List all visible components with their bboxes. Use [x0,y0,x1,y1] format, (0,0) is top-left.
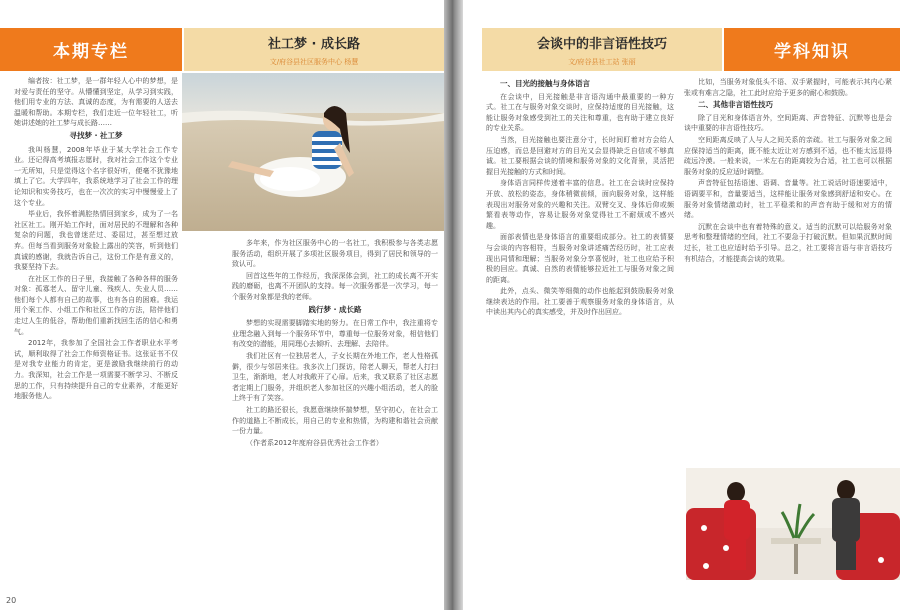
article-byline: 文/府谷县社工站 张丽 [568,58,636,66]
left-page [0,0,444,610]
article-title-box [184,28,444,71]
article-title: 社工梦 · 成长路 [268,37,360,52]
paragraph: 我们社区有一位独居老人，子女长期在外地工作，老人性格孤僻，很少与邻居来往。我多次上门探访，陪老人聊天，帮老人打扫卫生，渐渐地，老人对我敞开了心扉。后来，我又联系了社区志愿者定期上门服务，并组织老人参加社区的兴趣小组活动，老人的脸上终于有了笑容。 [232,351,438,403]
paragraph: 回首这些年的工作经历，我深深体会到，社工的成长离不开实践的磨砺，也离不开团队的支持。每一次服务都是一次学习，每一个服务对象都是我的老师。 [232,271,438,301]
paragraph: 多年来，作为社区服务中心的一名社工，我积极参与各类志愿服务活动，组织开展了多项社区服务项目，得到了居民和领导的一致认可。 [232,239,438,269]
paragraph: 身体语言同样传递着丰富的信息。社工在会谈时应保持开放、放松的姿态，身体稍微前倾，面向服务对象，这样能表现出对服务对象的兴趣和关注。双臂交叉、身体后仰或频繁看表等动作，容易让服务对象觉得社工不耐烦或不感兴趣。 [486,179,674,230]
column-badge-label: 学科知识 [774,42,850,62]
paragraph: 面部表情也是身体语言的重要组成部分。社工的表情要与会谈的内容相符，当服务对象讲述痛苦经历时，社工应表现出同情和理解；当服务对象分享喜悦时，社工也应给予积极的回应。真诚、自然的表情能够拉近社工与服务对象之间的距离。 [486,233,674,284]
section-heading: 二、其他非言语性技巧 [698,100,773,110]
paragraph: 声音特征包括语速、语调、音量等。社工说话时语速要适中，语调要平和，音量要适当，这样能让服务对象感到舒适和安心。在服务对象情绪激动时，社工平稳柔和的声音有助于缓和对方的情绪。 [684,179,892,220]
paragraph: 我叫杨慧，2008年毕业于某大学社会工作专业。还记得高考填报志愿时，我对社会工作这个专业一无所知，只是觉得这个名字很好听，便毫不犹豫地填上了它。大学四年，我系统地学习了社会工作的理论知识和实务技巧，也在一次次的实习中慢慢爱上了这个专业。 [14,145,178,207]
section-heading: 践行梦 · 成长路 [308,304,362,314]
beach-photo [182,73,444,231]
article-title-box [482,28,722,71]
section-heading: 寻找梦 · 社工梦 [69,130,123,140]
intro-paragraph: 编者按：社工梦，是一群年轻人心中的梦想，是对爱与责任的坚守。从懵懂到坚定，从学习到实践，他们用专业的方法、真诚的态度，为有需要的人送去温暖和帮助。本期专栏，我们走近一位年轻社工，听她讲述她的社工梦与成长路…… [14,77,178,128]
column-badge-label: 本期专栏 [53,42,129,62]
section-heading: 一、目光的接触与身体语言 [500,79,590,88]
paragraph: 梦想的实现需要脚踏实地的努力。在日常工作中，我注重将专业理念融入到每一个服务环节中，尊重每一位服务对象，相信他们有改变的潜能，用同理心去倾听、去理解、去陪伴。 [232,319,438,349]
column-badge [724,28,900,71]
paragraph: 当然，目光接触也要注意分寸，长时间盯着对方会给人压迫感，而总是回避对方的目光又会显得缺乏自信或不够真诚。社工要根据会谈的情境和服务对象的文化背景，灵活把握目光接触的方式和时间。 [486,135,674,176]
paragraph: 比如，当服务对象低头不语、双手紧握时，可能表示其内心紧张或有难言之隐，社工此时应给予更多的耐心和鼓励。 [684,78,892,97]
spine-gutter [444,0,463,610]
right-page [463,0,900,610]
paragraph: 在社区工作的日子里，我接触了各种各样的服务对象：孤寡老人、留守儿童、残疾人、失业人员……他们每个人都有自己的故事，也有各自的困难。我运用个案工作、小组工作和社区工作的方法，陪伴他们走过人生的低谷，帮助他们重新找回生活的信心和勇气。 [14,274,178,336]
paragraph: 在会谈中，目光接触是非言语沟通中最重要的一种方式。社工在与服务对象交谈时，应保持适度的目光接触，这能让服务对象感受到社工的关注和尊重，也有助于建立良好的专业关系。 [486,92,674,133]
right-column-2 [684,77,892,465]
right-column-1 [486,77,674,595]
paragraph: 此外，点头、微笑等细微的动作也能起到鼓励服务对象继续表达的作用。社工要善于观察服务对象的身体语言，从中读出其内心的真实感受，并及时作出回应。 [486,287,674,317]
paragraph: 除了目光和身体语言外，空间距离、声音特征、沉默等也是会谈中重要的非言语性技巧。 [684,113,892,133]
paragraph: 空间距离反映了人与人之间关系的亲疏。社工与服务对象之间应保持适当的距离，既不能太近让对方感到不适，也不能太远显得疏远冷漠。一般来说，一米左右的距离较为合适，社工也可以根据服务对象的反应适时调整。 [684,135,892,176]
left-column-2 [232,238,438,594]
article-byline: 文/府谷县社区服务中心 杨慧 [269,58,359,66]
paragraph: 社工的路还很长，我愿意继续怀揣梦想，坚守初心，在社会工作的道路上不断成长，用自己的专业和热情，为构建和谐社会贡献一份力量。 [232,405,438,436]
paragraph: 毕业后，我怀着满腔热情回到家乡，成为了一名社区社工。刚开始工作时，面对居民的不理解和各种复杂的问题，我也曾迷茫过、委屈过，甚至想过放弃。但每当看到服务对象脸上露出的笑容，听到他们真诚的感谢，我就告诉自己，这份工作是有意义的，我要坚持下去。 [14,210,178,272]
paragraph: （作者系2012年度府谷县优秀社会工作者） [246,438,383,447]
column-badge [0,28,182,71]
article-title: 会谈中的非言语性技巧 [536,37,667,52]
left-column-1 [14,76,178,594]
page-number: 20 [6,596,17,605]
counseling-photo [686,468,900,580]
paragraph: 沉默在会谈中也有着特殊的意义。适当的沉默可以给服务对象思考和整理情绪的空间，社工不要急于打破沉默。但如果沉默时间过长，社工也应适时给予引导。总之，社工要将言语与非言语技巧有机结合，才能提高会谈的效果。 [684,222,892,263]
paragraph: 2012年，我参加了全国社会工作者职业水平考试，顺利取得了社会工作师资格证书。这张证书不仅是对我专业能力的肯定，更是激励我继续前行的动力。我深知，社会工作是一项需要不断学习、不断反思的工作，只有持续提升自己的专业素养，才能更好地服务他人。 [14,339,178,401]
